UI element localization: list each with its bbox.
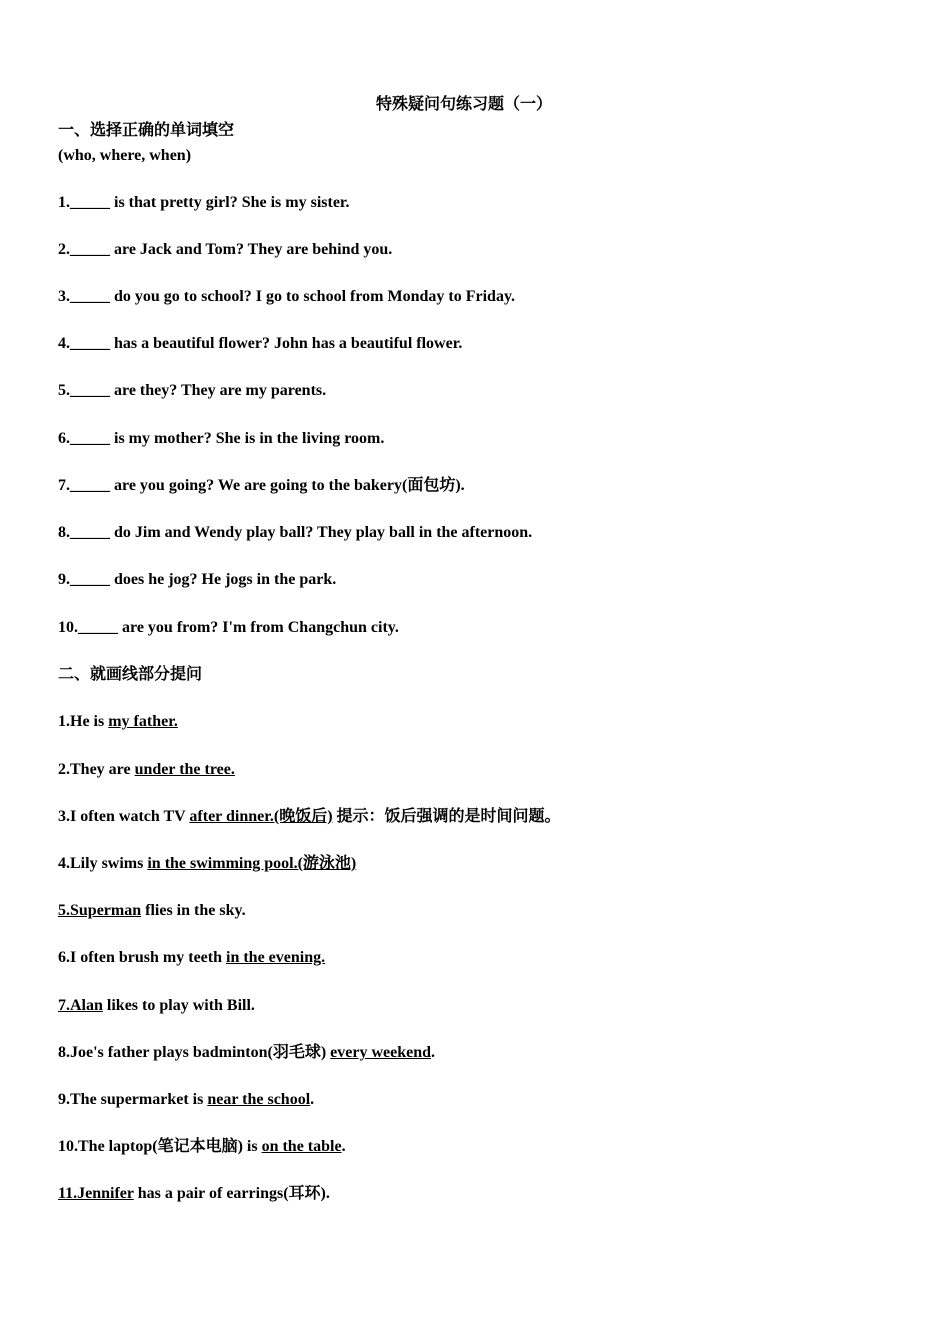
s2-item [58, 901, 246, 921]
section1-heading: 一、选择正确的单词填空 [58, 122, 235, 139]
s1-item: 1._____ is that pretty girl? She is my sister. [58, 194, 350, 211]
s2-post: flies in the sky. [141, 902, 246, 919]
s1-item: 4._____ has a beautiful flower? John has a beautiful flower. [58, 335, 463, 352]
s2-underlined: in the swimming pool.(游泳池) [147, 855, 357, 872]
s2-pre: 1.He is [58, 713, 109, 730]
s1-item: 6._____ is my mother? She is in the living room. [58, 430, 385, 447]
s2-underlined: on the table [261, 1138, 342, 1155]
s2-pre: 8.Joe's father plays badminton(羽毛球) [58, 1044, 331, 1061]
s2-underlined: in the evening. [226, 949, 326, 966]
s2-item [58, 807, 561, 827]
s2-item [58, 712, 178, 732]
s1-item: 3._____ do you go to school? I go to school from Monday to Friday. [58, 288, 516, 305]
s2-post: . [431, 1044, 436, 1061]
s2-post: . [310, 1091, 315, 1108]
s1-item: 8._____ do Jim and Wendy play ball? They play ball in the afternoon. [58, 524, 533, 541]
s1-item: 7._____ are you going? We are going to the bakery(面包坊). [58, 477, 465, 494]
s2-post: has a pair of earrings(耳环). [133, 1185, 330, 1202]
s2-underlined: every weekend [330, 1044, 432, 1061]
s2-pre: 9.The supermarket is [58, 1091, 208, 1108]
s2-pre: 10.The laptop(笔记本电脑) is [58, 1138, 262, 1155]
s2-item [58, 854, 356, 874]
s2-underlined: 11.Jennifer [58, 1185, 134, 1202]
s2-item [58, 1184, 330, 1204]
s2-underlined: after dinner.(晚饭后) [189, 808, 333, 825]
s2-underlined: under the tree. [134, 761, 235, 778]
s1-item: 10._____ are you from? I'm from Changchun city. [58, 619, 399, 636]
section2-heading: 二、就画线部分提问 [58, 666, 203, 683]
s2-item [58, 1090, 314, 1110]
s2-item [58, 1137, 346, 1157]
s2-item [58, 996, 255, 1016]
s2-pre: 4.Lily swims [58, 855, 148, 872]
s2-pre: 3.I often watch TV [58, 808, 190, 825]
s2-item [58, 760, 235, 780]
s2-item [58, 948, 325, 968]
s2-item [58, 1043, 435, 1063]
s2-underlined: 7.Alan [58, 997, 103, 1014]
s2-post: 提示：饭后强调的是时间问题。 [332, 808, 561, 825]
s2-underlined: near the school [207, 1091, 311, 1108]
s1-item: 5._____ are they? They are my parents. [58, 382, 327, 399]
section1-options: (who, where, when) [58, 147, 192, 164]
s2-post: likes to play with Bill. [102, 997, 255, 1014]
s1-item: 9._____ does he jog? He jogs in the park. [58, 571, 337, 588]
page-title: 特殊疑问句练习题（一） [375, 96, 552, 113]
s2-post: . [341, 1138, 346, 1155]
s2-underlined: my father. [108, 713, 178, 730]
s2-underlined: 5.Superman [58, 902, 142, 919]
s2-pre: 2.They are [58, 761, 135, 778]
s1-item: 2._____ are Jack and Tom? They are behind you. [58, 241, 393, 258]
s2-pre: 6.I often brush my teeth [58, 949, 226, 966]
